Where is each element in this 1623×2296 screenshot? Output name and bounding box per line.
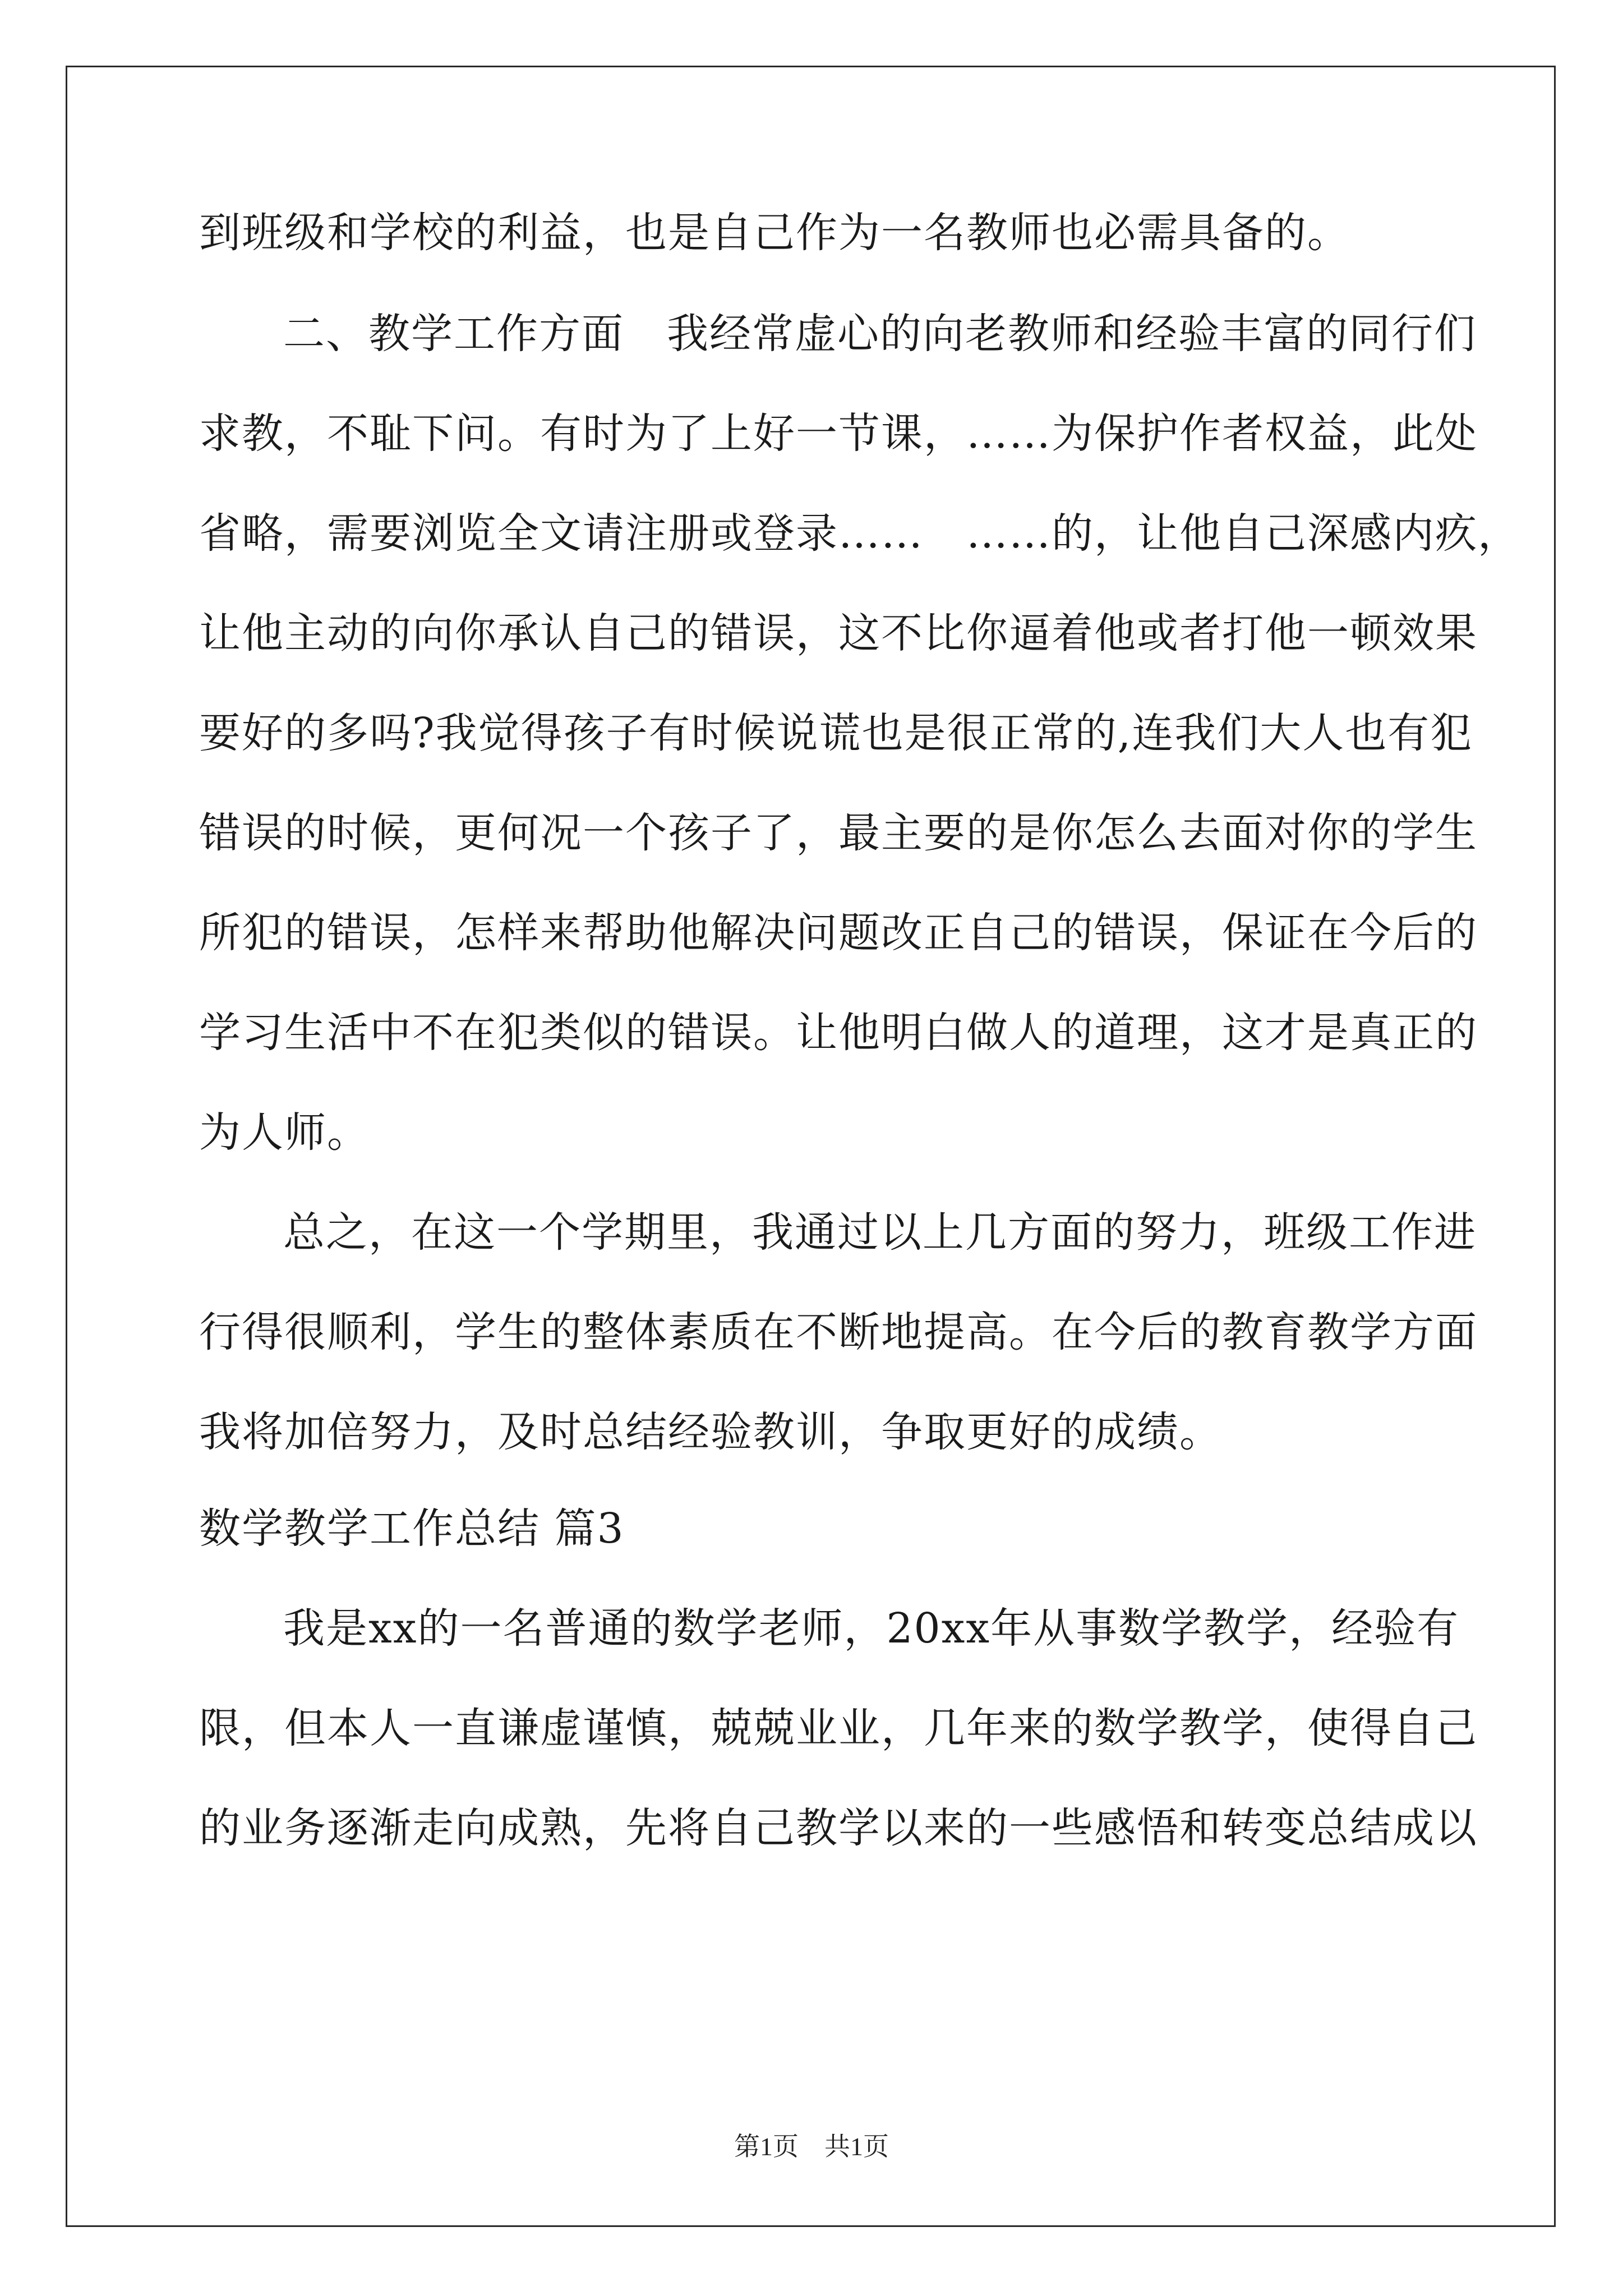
text-line: 二、教学工作方面 我经常虚心的向老教师和经验丰富的同行们: [283, 310, 1477, 358]
text-line: 要好的多吗?我觉得孩子有时候说谎也是很正常的,连我们大人也有犯: [199, 709, 1473, 757]
text-line: 让他主动的向你承认自己的错误，这不比你逼着他或者打他一顿效果: [199, 609, 1478, 657]
text-line: 所犯的错误，怎样来帮助他解决问题改正自己的错误，保证在今后的: [199, 909, 1478, 957]
text-line: 我是xx的一名普通的数学老师，20xx年从事数学教学，经验有: [283, 1604, 1460, 1653]
text-line: 错误的时候，更何况一个孩子了，最主要的是你怎么去面对你的学生: [199, 809, 1478, 857]
text-line: 到班级和学校的利益，也是自己作为一名教师也必需具备的。: [199, 209, 1350, 257]
text-line: 省略，需要浏览全文请注册或登录…… ……的，让他自己深感内疚，: [199, 509, 1520, 558]
text-line: 学习生活中不在犯类似的错误。让他明白做人的道理，这才是真正的: [199, 1009, 1478, 1057]
text-line: 为人师。: [199, 1108, 370, 1157]
section-heading: 数学教学工作总结 篇3: [199, 1504, 625, 1553]
text-line: 求教，不耻下问。有时为了上好一节课，……为保护作者权益，此处: [199, 409, 1478, 458]
text-line: 总之，在这一个学期里，我通过以上几方面的努力，班级工作进: [283, 1208, 1477, 1257]
page-footer: 第1页 共1页: [734, 2132, 889, 2161]
text-line: 的业务逐渐走向成熟，先将自己教学以来的一些感悟和转变总结成以: [199, 1804, 1478, 1852]
text-line: 限，但本人一直谦虚谨慎，兢兢业业，几年来的数学教学，使得自己: [199, 1704, 1478, 1752]
text-line: 行得很顺利，学生的整体素质在不断地提高。在今后的教育教学方面: [199, 1308, 1478, 1356]
text-line: 我将加倍努力，及时总结经验教训，争取更好的成绩。: [199, 1408, 1222, 1456]
